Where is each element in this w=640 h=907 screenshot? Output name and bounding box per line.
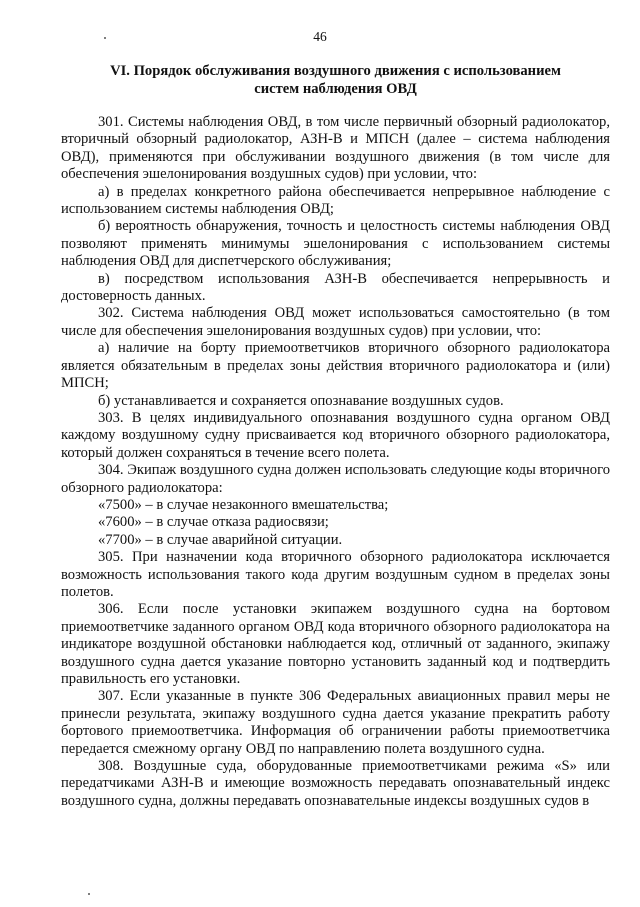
code-7600: «7600» – в случае отказа радиосвязи; — [98, 514, 329, 531]
scan-speck — [88, 893, 90, 895]
paragraph-306: 306. Если после установки экипажем воздушного судна на бортовом приемоответчике заданного органом ОВД кода вторичного обзорного радиолокатора на индикаторе воздушной обстановки наблюдается код, отличный от заданного, экипажу воздушного судна дается указание повторно установить заданный код и подтвердить правильность его установки. — [61, 601, 610, 687]
code-7500: «7500» – в случае незаконного вмешательства; — [98, 496, 389, 513]
scan-speck — [104, 37, 106, 39]
section-heading — [61, 63, 610, 98]
paragraph-302-item-a: а) наличие на борту приемоответчиков вторичного обзорного радиолокатора является обязательным в пределах зоны действия вторичного радиолокатора и (или) МПСН; — [61, 340, 610, 392]
paragraph-308: 308. Воздушные суда, оборудованные приемоответчиками режима «S» или передатчиками АЗН-В и имеющие возможность передавать опознавательный индекс воздушного судна, должны передавать опознавательные индексы воздушных судов в — [61, 758, 610, 809]
paragraph-301: 301. Системы наблюдения ОВД, в том числе первичный обзорный радиолокатор, вторичный обзорный радиолокатор, АЗН-В и МПСН (далее – система наблюдения ОВД), применяются при обслуживании воздушного движения (в том числе для обеспечения эшелонирования воздушных судов) при условии, что: — [61, 114, 610, 183]
paragraph-302: 302. Система наблюдения ОВД может использоваться самостоятельно (в том числе для обеспечения эшелонирования воздушных судов) при условии, что: — [61, 305, 610, 339]
page-number: 46 — [313, 29, 327, 44]
paragraph-301-item-c: в) посредством использования АЗН-В обеспечивается непрерывность и достоверность данных. — [61, 270, 610, 305]
paragraph-303: 303. В целях индивидуального опознавания воздушного судна органом ОВД каждому воздушному судну присваивается код вторичного обзорного радиолокатора, который должен сохраняться в течение всего полета. — [61, 409, 610, 461]
heading-line-1: VI. Порядок обслуживания воздушного движения с использованием — [110, 63, 561, 79]
heading-line-2: систем наблюдения ОВД — [254, 80, 417, 97]
paragraph-301-item-b: б) вероятность обнаружения, точность и целостность системы наблюдения ОВД позволяют применять минимумы эшелонирования с использованием системы наблюдения ОВД для диспетчерского обслуживания; — [61, 218, 610, 270]
document-body — [61, 114, 610, 810]
code-7700: «7700» – в случае аварийной ситуации. — [98, 531, 343, 548]
paragraph-301-item-a: а) в пределах конкретного района обеспечивается непрерывное наблюдение с использованием системы наблюдения ОВД; — [61, 183, 610, 218]
paragraph-302-item-b: б) устанавливается и сохраняется опознавание воздушных судов. — [98, 392, 504, 409]
paragraph-305: 305. При назначении кода вторичного обзорного радиолокатора исключается возможность использования такого кода другим воздушным судном в пределах зоны полетов. — [61, 549, 610, 600]
paragraph-304: 304. Экипаж воздушного судна должен использовать следующие коды вторичного обзорного радиолокатора: — [61, 462, 610, 496]
paragraph-307: 307. Если указанные в пункте 306 Федеральных авиационных правил меры не принесли результата, экипажу воздушного судна дается указание прекратить работу бортового приемоответчика. Информация об ограничении работы приемоответчика передается смежному органу ОВД по направлению полета воздушного судна. — [61, 688, 610, 757]
